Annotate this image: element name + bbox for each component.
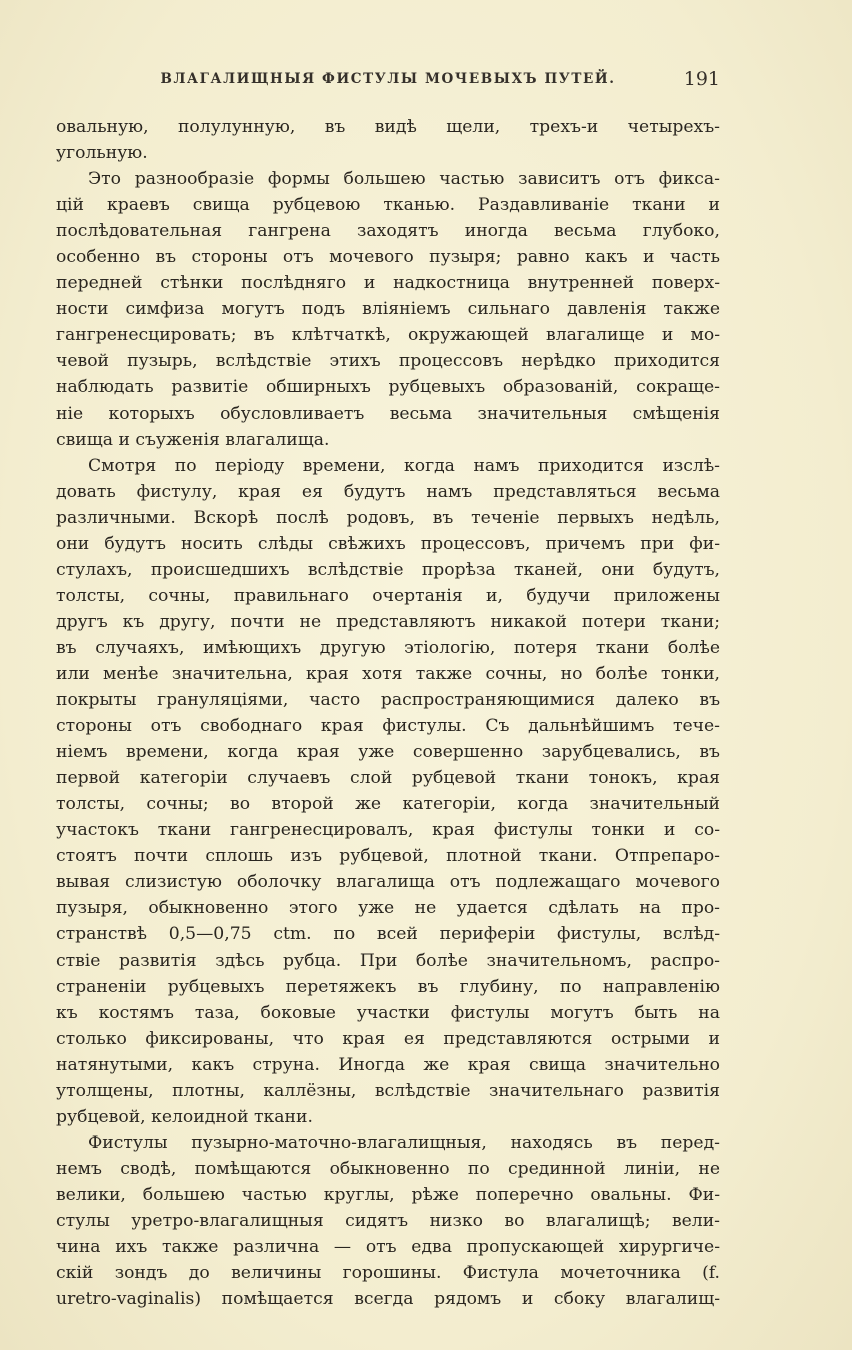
running-title: ВЛАГАЛИЩНЫЯ ФИСТУЛЫ МОЧЕВЫХЪ ПУТЕЙ.	[160, 71, 616, 87]
text-line: или менѣе значительна, края хотя также сочны, но болѣе тонки,	[56, 663, 720, 684]
text-line: вывая слизистую оболочку влагалища отъ подлежащаго мочевого	[56, 872, 720, 893]
text-line: скій зондъ до величины горошины. Фистула мочеточника (f.	[56, 1263, 720, 1284]
text-line: ніемъ времени, когда края уже совершенно зарубцевались, въ	[56, 742, 720, 763]
text-line: стоятъ почти сплошь изъ рубцевой, плотной ткани. Отпрепаро-	[56, 846, 720, 867]
text-line: толсты, сочны, правильнаго очертанія и, будучи приложены	[56, 585, 720, 606]
text-line: послѣдовательная гангрена заходятъ иногда весьма глубоко,	[56, 221, 720, 242]
text-line: угольную.	[56, 143, 148, 164]
text-line: овальную, полулунную, въ видѣ щели, трехъ-и четырехъ-	[56, 117, 720, 137]
text-line: рубцевой, келоидной ткани.	[56, 1106, 313, 1127]
text-line: натянутыми, какъ струна. Иногда же края свища значительно	[56, 1054, 720, 1075]
text-line: Это разнообразіе формы большею частью зависитъ отъ фикса-	[88, 169, 720, 190]
text-line: стулахъ, происшедшихъ вслѣдствіе прорѣза тканей, они будутъ,	[56, 559, 720, 580]
text-line: велики, большею частью круглы, рѣже поперечно овальны. Фи-	[56, 1184, 720, 1205]
text-line: цій краевъ свища рубцевою тканью. Раздавливаніе ткани и	[56, 195, 720, 216]
text-line: странствѣ 0,5—0,75 ctm. по всей периферіи фистулы, вслѣд-	[56, 924, 720, 945]
text-line: uretro-vaginalis) помѣщается всегда рядомъ и сбоку влагалищ-	[56, 1289, 720, 1310]
text-line: наблюдать развитіе обширныхъ рубцевыхъ образованій, сокраще-	[56, 377, 720, 398]
text-line: толсты, сочны; во второй же категоріи, когда значительный	[56, 794, 720, 815]
text-line: другъ къ другу, почти не представляютъ никакой потери ткани;	[56, 611, 720, 632]
text-line: чевой пузырь, вслѣдствіе этихъ процессовъ нерѣдко приходится	[56, 351, 720, 372]
text-line: чина ихъ также различна — отъ едва пропускающей хирургиче-	[56, 1237, 720, 1258]
text-line: страненіи рубцевыхъ перетяжекъ въ глубину, по направленію	[56, 976, 720, 997]
text-line: Смотря по періоду времени, когда намъ приходится изслѣ-	[88, 455, 720, 476]
text-line: ствіе развитія здѣсь рубца. При болѣе значительномъ, распро-	[56, 950, 720, 971]
text-line: стулы уретро-влагалищныя сидятъ низко во влагалищѣ; вели-	[56, 1210, 720, 1231]
text-line: особенно въ стороны отъ мочевого пузыря; равно какъ и часть	[56, 247, 720, 268]
text-line: пузыря, обыкновенно этого уже не удается сдѣлать на про-	[56, 898, 720, 919]
page-number: 191	[683, 68, 720, 90]
text-line: передней стѣнки послѣдняго и надкостница внутренней поверх-	[56, 273, 720, 294]
text-line: въ случаяхъ, имѣющихъ другую этіологію, потеря ткани болѣе	[56, 637, 720, 658]
text-line: стороны отъ свободнаго края фистулы. Съ дальнѣйшимъ тече-	[56, 716, 720, 737]
text-line: первой категоріи случаевъ слой рубцевой ткани тонокъ, края	[56, 768, 720, 789]
text-line: ности симфиза могутъ подъ вліяніемъ сильнаго давленія также	[56, 299, 720, 320]
text-line: немъ сводѣ, помѣщаются обыкновенно по срединной линіи, не	[56, 1158, 720, 1179]
text-line: участокъ ткани гангренесцировалъ, края фистулы тонки и со-	[56, 820, 720, 841]
running-head	[56, 64, 720, 94]
text-line: довать фистулу, края ея будутъ намъ представляться весьма	[56, 481, 720, 502]
text-line: свища и съуженія влагалища.	[56, 429, 330, 450]
text-line: различными. Вскорѣ послѣ родовъ, въ теченіе первыхъ недѣль,	[56, 507, 720, 528]
text-line: гангренесцировать; въ клѣтчаткѣ, окружающей влагалище и мо-	[56, 325, 720, 346]
text-line: они будутъ носить слѣды свѣжихъ процессовъ, причемъ при фи-	[56, 533, 720, 554]
book-page	[56, 64, 720, 1312]
text-line: утолщены, плотны, каллёзны, вслѣдствіе значительнаго развитія	[56, 1080, 720, 1101]
text-line: къ костямъ таза, боковые участки фистулы могутъ быть на	[56, 1002, 720, 1023]
body-text	[56, 114, 720, 1312]
text-line: столько фиксированы, что края ея представляются острыми и	[56, 1028, 720, 1049]
text-line: Фистулы пузырно-маточно-влагалищныя, находясь въ перед-	[88, 1132, 720, 1153]
text-line: ніе которыхъ обусловливаетъ весьма значительныя смѣщенія	[56, 403, 720, 424]
text-line: покрыты грануляціями, часто распространяющимися далеко въ	[56, 690, 720, 711]
